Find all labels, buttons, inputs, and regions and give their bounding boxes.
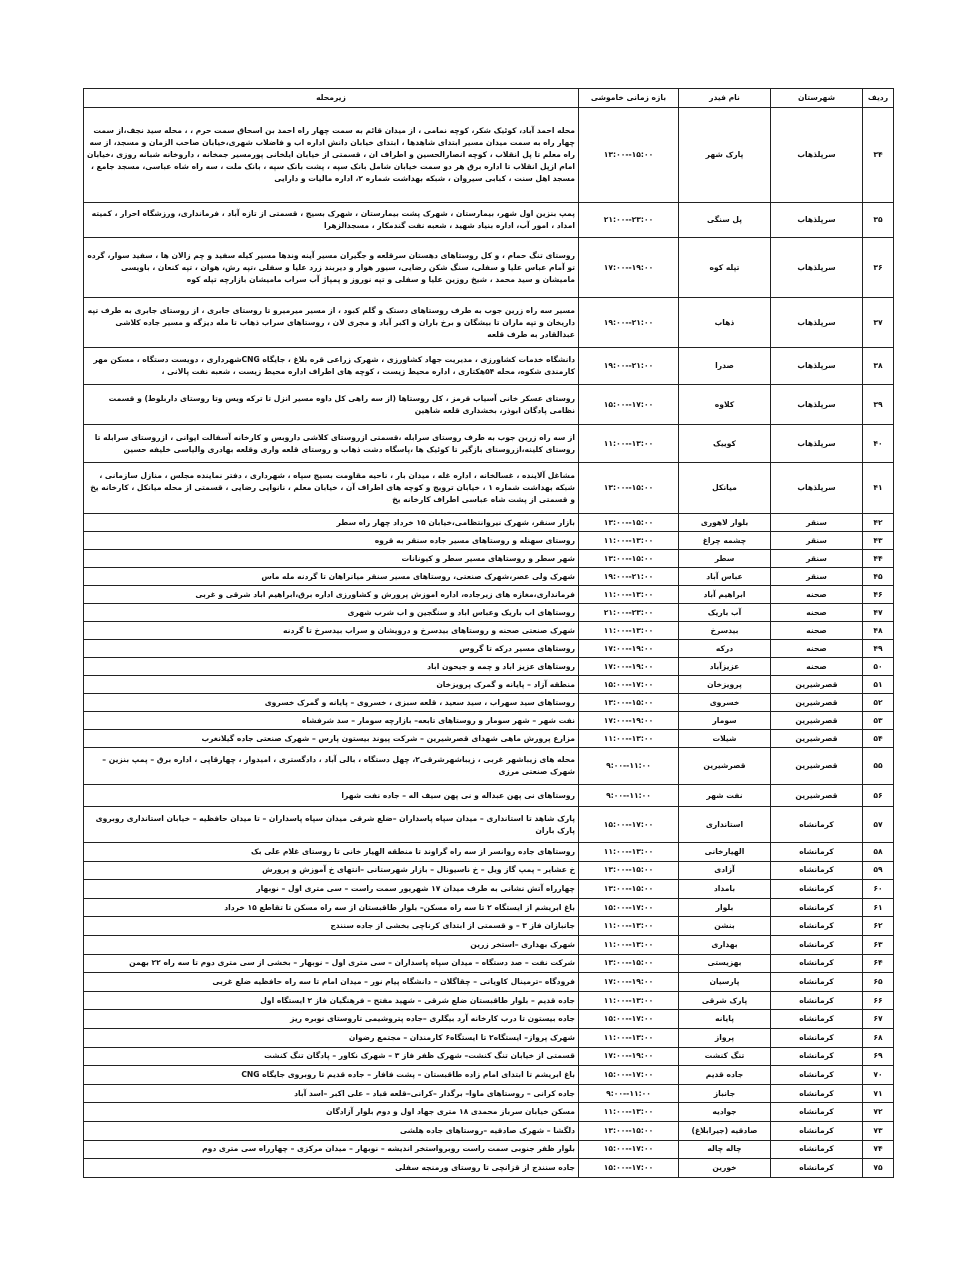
feeder-name: خورین <box>679 1159 771 1178</box>
area-description: مشاغل آلاینده ، غسالخانه ، اداره غله ، میدان بار ، ناحیه مقاومت بسیج سپاه ، شهرداری ، دفتر نماینده مجلس ، منازل سازمانی ، شبکه بهداشت شماره ۱ ، خیابان ترویج و کوچه های اطراف آن ، خیابان معلم ، نانوایی رضایی ، قسمتی از محله میانکل ، کارخانه یخ و قسمتی از پشت شاه عباسی اطراف کارخانه یخ <box>84 463 579 514</box>
feeder-name: جوادیه <box>679 1103 771 1122</box>
city: کرمانشاه <box>771 1103 863 1122</box>
city: سرپلذهاب <box>771 385 863 425</box>
city: کرمانشاه <box>771 917 863 936</box>
row-number: ۶۱ <box>863 898 894 917</box>
feeder-name: تپله کوه <box>679 238 771 298</box>
outage-time: ۱۱:۰۰--۱۳:۰۰ <box>579 586 679 604</box>
city: کرمانشاه <box>771 1047 863 1066</box>
area-description: دلگشا – شهرک صادقیه –روستاهای جاده هلشی <box>84 1121 579 1140</box>
city: سنقر <box>771 532 863 550</box>
area-description: خ عشایر – پمپ گاز ویل – خ ناسیونال – بازار شهرستانی –انتهای خ آموزش و پرورش <box>84 861 579 880</box>
city: صحنه <box>771 640 863 658</box>
area-description: روستای تنگ حمام ، و کل روستاهای دهستان سرقلعه و جگیران مسیر آینه وندها مسیر کیله سفید و چم زالان ها ، سفید سوار، گرده تو آمام عباس علیا و سفلی، سنگ شکن رضایی، سیور هوار و دیربند زرد علیا و سفلی ،تپه رش، هوان ، تپه کنعان ، باویسی مامیشان و سید محمد ، شیخ روزین علیا و سفلی و تپه نوروز و پمپاژ آب سراب مامیشان بازارچه تپله کوه <box>84 238 579 298</box>
row-number: ۵۹ <box>863 861 894 880</box>
outage-time: ۱۵:۰۰--۱۷:۰۰ <box>579 1140 679 1159</box>
row-number: ۵۱ <box>863 676 894 694</box>
area-description: مزارع پرورش ماهی شهدای قصرشیرین – شرکت پیوند بیستون پارس – شهرک صنعتی جاده گیلانغرب <box>84 730 579 748</box>
table-row <box>84 463 894 514</box>
area-description: روستاهای سید سهراب ، سید سعید ، قلعه سبزی ، خسروی – پایانه و گمرک خسروی <box>84 694 579 712</box>
area-description: از سه راه زرین جوب به طرف روستای سرابله ،قسمتی ازروستای کلاشی داروبس و کارخانه آسفالت ایوانی ، ازروستای سرابله تا روستای کلینه،ازروستای بازگیر تا کوئیک ها ،پاسگاه دشت ذهاب و روستای قلعه واری وقلعه بهادری والیاسی خلیفه حسین <box>84 425 579 463</box>
city: کرمانشاه <box>771 807 863 843</box>
feeder-name: بهزیستی <box>679 954 771 973</box>
feeder-name: بلوار <box>679 898 771 917</box>
table-row <box>84 991 894 1010</box>
table-header-row <box>84 89 894 108</box>
area-description: شرکت نفت – صد دستگاه – میدان سپاه پاسداران – سی متری اول – نوبهار – بخشی از سی متری دوم تا سه راه ۲۲ بهمن <box>84 954 579 973</box>
table-row <box>84 843 894 862</box>
feeder-name: شیلات <box>679 730 771 748</box>
row-number: ۶۹ <box>863 1047 894 1066</box>
area-description: بلوار ظفر جنوبی سمت راست روبرواستخر اندیشه – نوبهار – میدان مرکزی – چهارراه سی متری دوم <box>84 1140 579 1159</box>
feeder-name: ابراهیم آباد <box>679 586 771 604</box>
feeder-name: جاده قدیم <box>679 1066 771 1085</box>
feeder-name: آب باریک <box>679 604 771 622</box>
row-number: ۵۴ <box>863 730 894 748</box>
outage-time: ۱۹:۰۰--۲۱:۰۰ <box>579 568 679 586</box>
feeder-name: پایانه <box>679 1010 771 1029</box>
outage-time: ۱۵:۰۰--۱۷:۰۰ <box>579 676 679 694</box>
area-description: دانشگاه خدمات کشاورزی ، مدیریت جهاد کشاورزی ، شهرک زراعی قره بلاغ ، جایگاه CNGشهرداری ، دویست دستگاه ، مسکن مهر کارمندی شکوه، محله ۵۴هکتاری ، اداره محیط زیست ، کوچه های اطراف اداره محیط زیست ، شعبه نفت پالانی ، <box>84 348 579 385</box>
area-description: جاده کرانی – روستاهای ماوا– برگدار –کرانی–قلعه قباد – علی اکبر –اسد آباد <box>84 1084 579 1103</box>
outage-time: ۱۳:۰۰--۱۵:۰۰ <box>579 463 679 514</box>
table-row <box>84 604 894 622</box>
feeder-name: بنشن <box>679 917 771 936</box>
outage-time: ۱۵:۰۰--۱۷:۰۰ <box>579 385 679 425</box>
row-number: ۵۰ <box>863 658 894 676</box>
city: قصرشیرین <box>771 785 863 807</box>
table-row <box>84 203 894 238</box>
outage-time: ۱۱:۰۰--۱۳:۰۰ <box>579 917 679 936</box>
area-description: قسمتی از خیابان تنگ کنشت– شهرک ظفر فاز ۳ – شهرک نکاور – پادگان تنگ کنشت <box>84 1047 579 1066</box>
city: سرپلذهاب <box>771 425 863 463</box>
outage-time: ۱۷:۰۰--۱۹:۰۰ <box>579 973 679 992</box>
area-description: جانبازان فاز ۳ – و قسمتی از ابتدای کرناچی بخشی از جاده سنندج <box>84 917 579 936</box>
city: سنقر <box>771 550 863 568</box>
table-row <box>84 712 894 730</box>
outage-time: ۱۳:۰۰--۱۵:۰۰ <box>579 514 679 532</box>
area-description: فرمانداری،مغازه های زیرجاده، اداره اموزش پرورش و کشاورزی اداره برق،ابراهیم اباد شرقی و غربی <box>84 586 579 604</box>
table-row <box>84 640 894 658</box>
area-description: شهر سطر و روستاهای مسیر سطر و کیونانات <box>84 550 579 568</box>
city: صحنه <box>771 658 863 676</box>
city: کرمانشاه <box>771 880 863 899</box>
outage-time: ۱۵:۰۰--۱۷:۰۰ <box>579 807 679 843</box>
row-number: ۶۲ <box>863 917 894 936</box>
city: قصرشیرین <box>771 748 863 785</box>
area-description: شهرک صنعتی صحنه و روستاهای بیدسرخ و درویشان و سراب بیدسرخ تا گردنه <box>84 622 579 640</box>
city: سرپلذهاب <box>771 463 863 514</box>
table-row <box>84 935 894 954</box>
feeder-name: آزادی <box>679 861 771 880</box>
area-description: جاده قدیم – بلوار طاقبستان ضلع شرقی – شهید مفتح – فرهنگیان فاز ۲ ایستگاه اول <box>84 991 579 1010</box>
feeder-name: کلاوه <box>679 385 771 425</box>
row-number: ۵۷ <box>863 807 894 843</box>
outage-time: ۱۹:۰۰--۲۱:۰۰ <box>579 348 679 385</box>
outage-time: ۱۷:۰۰--۱۹:۰۰ <box>579 712 679 730</box>
feeder-name: جانباز <box>679 1084 771 1103</box>
area-description: پارک شاهد تا استانداری – میدان سپاه پاسداران –ضلع شرقی میدان سپاه پاسداران – تا میدان حافظیه – خیابان استانداری روبروی پارک باران <box>84 807 579 843</box>
city: سرپلذهاب <box>771 238 863 298</box>
table-row <box>84 807 894 843</box>
feeder-name: ذهاب <box>679 298 771 348</box>
table-row <box>84 694 894 712</box>
power-outage-schedule-table <box>83 88 894 1178</box>
header-feeder: نام فیدر <box>679 89 771 108</box>
row-number: ۶۸ <box>863 1028 894 1047</box>
header-area: زیرمحله <box>84 89 579 108</box>
outage-time: ۱۱:۰۰--۱۳:۰۰ <box>579 532 679 550</box>
city: سنقر <box>771 514 863 532</box>
feeder-name: تنگ کنشت <box>679 1047 771 1066</box>
outage-time: ۱۱:۰۰--۱۳:۰۰ <box>579 1028 679 1047</box>
outage-time: ۱۵:۰۰--۱۷:۰۰ <box>579 1010 679 1029</box>
row-number: ۵۶ <box>863 785 894 807</box>
feeder-name: پارسیان <box>679 973 771 992</box>
row-number: ۶۰ <box>863 880 894 899</box>
row-number: ۴۷ <box>863 604 894 622</box>
city: کرمانشاه <box>771 1159 863 1178</box>
table-row <box>84 1010 894 1029</box>
row-number: ۶۶ <box>863 991 894 1010</box>
row-number: ۳۸ <box>863 348 894 385</box>
row-number: ۵۵ <box>863 748 894 785</box>
outage-time: ۱۳:۰۰--۱۵:۰۰ <box>579 861 679 880</box>
header-row-number: ردیف <box>863 89 894 108</box>
feeder-name: استانداری <box>679 807 771 843</box>
row-number: ۴۲ <box>863 514 894 532</box>
city: کرمانشاه <box>771 1066 863 1085</box>
city: کرمانشاه <box>771 1121 863 1140</box>
outage-time: ۱۳:۰۰--۱۵:۰۰ <box>579 954 679 973</box>
row-number: ۳۹ <box>863 385 894 425</box>
city: صحنه <box>771 622 863 640</box>
feeder-name: عباس آباد <box>679 568 771 586</box>
row-number: ۶۵ <box>863 973 894 992</box>
outage-time: ۹:۰۰--۱۱:۰۰ <box>579 748 679 785</box>
city: کرمانشاه <box>771 861 863 880</box>
feeder-name: بلوار لاهوری <box>679 514 771 532</box>
feeder-name: کوییک <box>679 425 771 463</box>
row-number: ۷۵ <box>863 1159 894 1178</box>
outage-time: ۱۷:۰۰--۱۹:۰۰ <box>579 238 679 298</box>
area-description: محله احمد آباد، کوئیک شکر، کوچه نمامی ، از میدان قائم به سمت چهار راه احمد بن اسحاق سمت حرم ، ، محله سید نجف،از سمت چهار راه به سمت میدان مسیر ابتدای شاهدها ، ابتدای خیابان دانش اداره اب و فاضلاب شهری،خیابان صاحب الزمان و مسجد، از سه راه معلم تا پل انقلاب ، کوچه انصارالحسین و اطراف ان ، قسمتی از خیابان ایلخانی پورمسیر جمخانه ، داروخانه شبانه روزی ،خیابان امام ازپل انقلاب تا اداره برق هر دو سمت خیابان شامل بانک سپه ، پشت بانک سپه ، بانک ملت ، سه راه شاه عباسی، مسجد جامع ، مسجد اهل سنت ، کبابی سیروان ، شبکه بهداشت شماره ۲، اداره مالیات و دارایی <box>84 108 579 203</box>
feeder-name: بهداری <box>679 935 771 954</box>
row-number: ۵۸ <box>863 843 894 862</box>
table-row <box>84 1084 894 1103</box>
city: کرمانشاه <box>771 898 863 917</box>
area-description: جاده سنندج از قزانچی تا روستای ورمنجه سفلی <box>84 1159 579 1178</box>
outage-time: ۱۷:۰۰--۱۹:۰۰ <box>579 658 679 676</box>
feeder-name: میانکل <box>679 463 771 514</box>
outage-time: ۹:۰۰--۱۱:۰۰ <box>579 785 679 807</box>
outage-time: ۱۱:۰۰--۱۳:۰۰ <box>579 991 679 1010</box>
table-row <box>84 785 894 807</box>
area-description: بازار سنقر، شهرک نیروانتظامی،خیابان ۱۵ خرداد چهار راه سطر <box>84 514 579 532</box>
city: کرمانشاه <box>771 1010 863 1029</box>
city: قصرشیرین <box>771 712 863 730</box>
feeder-name: عزیزآباد <box>679 658 771 676</box>
area-description: روستاهای عزیز اباد و چمه و جیحون اباد <box>84 658 579 676</box>
city: سرپلذهاب <box>771 348 863 385</box>
city: سرپلذهاب <box>771 108 863 203</box>
outage-time: ۱۵:۰۰--۱۷:۰۰ <box>579 1066 679 1085</box>
row-number: ۴۰ <box>863 425 894 463</box>
row-number: ۴۸ <box>863 622 894 640</box>
area-description: روستای عسکر خانی آسیاب قرمز ، کل روستاها (از سه راهی کل داوه مسیر انزل تا ترکه ویس وتا روستای داربلوط) و قسمت نظامی پادگان ابوذر، بخشداری قلعه شاهین <box>84 385 579 425</box>
outage-time: ۱۱:۰۰--۱۳:۰۰ <box>579 1103 679 1122</box>
city: کرمانشاه <box>771 991 863 1010</box>
table-row <box>84 298 894 348</box>
outage-time: ۱۱:۰۰--۱۳:۰۰ <box>579 425 679 463</box>
table-row <box>84 532 894 550</box>
city: سرپلذهاب <box>771 203 863 238</box>
feeder-name: پرواز <box>679 1028 771 1047</box>
row-number: ۳۵ <box>863 203 894 238</box>
table-row <box>84 1066 894 1085</box>
row-number: ۴۶ <box>863 586 894 604</box>
area-description: فرودگاه –ترمینال کاویانی – چقاگلان – دانشگاه پیام نور – میدان امام تا سه راه حافظیه ضلع غربی <box>84 973 579 992</box>
area-description: شهرک بهداری –استخر زرین <box>84 935 579 954</box>
table-row <box>84 861 894 880</box>
area-description: مسکن خیابان سرباز محمدی ۱۸ متری جهاد اول و دوم بلوار آزادگان <box>84 1103 579 1122</box>
outage-time: ۱۷:۰۰--۱۹:۰۰ <box>579 1047 679 1066</box>
feeder-name: سومار <box>679 712 771 730</box>
table-row <box>84 1047 894 1066</box>
row-number: ۴۹ <box>863 640 894 658</box>
area-description: نفت شهر – شهر سومار و روستاهای تابعه– بازارچه سومار – سد شرفشاه <box>84 712 579 730</box>
table-row <box>84 1121 894 1140</box>
city: کرمانشاه <box>771 1084 863 1103</box>
feeder-name: چشمه چراغ <box>679 532 771 550</box>
city: صحنه <box>771 586 863 604</box>
outage-time: ۱۱:۰۰--۱۳:۰۰ <box>579 730 679 748</box>
area-description: روستاهای نی پهن عبداله و نی پهن سیف اله – جاده نفت شهرا <box>84 785 579 807</box>
table-row <box>84 880 894 899</box>
table-row <box>84 348 894 385</box>
table-row <box>84 108 894 203</box>
row-number: ۴۱ <box>863 463 894 514</box>
area-description: منطقه آزاد – پایانه و گمرک پرویزخان <box>84 676 579 694</box>
row-number: ۴۴ <box>863 550 894 568</box>
feeder-name: صدرا <box>679 348 771 385</box>
feeder-name: پرویزخان <box>679 676 771 694</box>
row-number: ۶۷ <box>863 1010 894 1029</box>
city: کرمانشاه <box>771 935 863 954</box>
area-description: مسیر سه راه زرین جوب به طرف روستاهای دستک و گلم کبود ، از مسیر میرمیرو تا روستای جابری ، از روستای جابری به طرف تپه داریخان و تپه ماران تا بیشگان و برخ باران و اکبر آباد و مجری لان ، روستاهای سراب ذهاب تا مله دیزگه و مسیر جاده کلاشی عبدالقادر به طرف قلعه <box>84 298 579 348</box>
table-row <box>84 748 894 785</box>
row-number: ۴۳ <box>863 532 894 550</box>
city: قصرشیرین <box>771 676 863 694</box>
table-row <box>84 385 894 425</box>
table-row <box>84 676 894 694</box>
feeder-name: درکه <box>679 640 771 658</box>
table-row <box>84 1159 894 1178</box>
area-description: روستای سهنله و روستاهای مسیر جاده سنقر به قروه <box>84 532 579 550</box>
row-number: ۴۵ <box>863 568 894 586</box>
table-row <box>84 586 894 604</box>
row-number: ۵۳ <box>863 712 894 730</box>
outage-time: ۱۳:۰۰--۱۵:۰۰ <box>579 694 679 712</box>
outage-time: ۱۳:۰۰--۱۵:۰۰ <box>579 1121 679 1140</box>
city: سنقر <box>771 568 863 586</box>
row-number: ۷۴ <box>863 1140 894 1159</box>
outage-time: ۱۵:۰۰--۱۷:۰۰ <box>579 898 679 917</box>
feeder-name: سطر <box>679 550 771 568</box>
outage-time: ۱۹:۰۰--۲۱:۰۰ <box>579 298 679 348</box>
outage-time: ۱۱:۰۰--۱۳:۰۰ <box>579 843 679 862</box>
feeder-name: پارک شرقی <box>679 991 771 1010</box>
area-description: پمپ بنزین اول شهر، بیمارستان ، شهرک پشت بیمارستان ، شهرک بسیج ، قسمتی از تازه آباد ، فرمانداری، ورزشگاه احرار ، کمیته امداد ، امور آب، اداره بنیاد شهید ، شعبه نفت گندمکار ، مسجدالزهرا <box>84 203 579 238</box>
feeder-name: الهیارخانی <box>679 843 771 862</box>
city: کرمانشاه <box>771 954 863 973</box>
area-description: چهارراه آتش نشانی به طرف میدان ۱۷ شهریور سمت راست – سی متری اول – نوبهار <box>84 880 579 899</box>
header-outage-time: بازه زمانی خاموشی <box>579 89 679 108</box>
feeder-name: بامداد <box>679 880 771 899</box>
table-row <box>84 568 894 586</box>
row-number: ۳۶ <box>863 238 894 298</box>
outage-time: ۱۱:۰۰--۱۳:۰۰ <box>579 622 679 640</box>
area-description: جاده بیستون تا درب کارخانه آرد بیگلری –جاده پتروشیمی تاروستای نوبره ریز <box>84 1010 579 1029</box>
outage-time: ۱۵:۰۰--۱۷:۰۰ <box>579 1159 679 1178</box>
area-description: شهرک پرواز– ایستگاه۲ تا ایستگاه۶ کارمندان – مجتمع رضوان <box>84 1028 579 1047</box>
table-row <box>84 730 894 748</box>
area-description: باغ ابریشم تا ابتدای امام زاده طاقبستان – پشت فافار – جاده قدیم تا روبروی جایگاه CNG <box>84 1066 579 1085</box>
city: صحنه <box>771 604 863 622</box>
row-number: ۳۷ <box>863 298 894 348</box>
row-number: ۶۳ <box>863 935 894 954</box>
row-number: ۵۲ <box>863 694 894 712</box>
row-number: ۶۴ <box>863 954 894 973</box>
table-row <box>84 954 894 973</box>
feeder-name: بیدسرخ <box>679 622 771 640</box>
table-row <box>84 917 894 936</box>
row-number: ۷۱ <box>863 1084 894 1103</box>
feeder-name: پارک شهر <box>679 108 771 203</box>
city: کرمانشاه <box>771 843 863 862</box>
feeder-name: پل سنگی <box>679 203 771 238</box>
outage-time: ۲۱:۰۰--۲۳:۰۰ <box>579 604 679 622</box>
table-row <box>84 514 894 532</box>
table-row <box>84 425 894 463</box>
city: کرمانشاه <box>771 973 863 992</box>
outage-time: ۱۷:۰۰--۱۹:۰۰ <box>579 640 679 658</box>
area-description: روستاهای مسیر درکه تا گروس <box>84 640 579 658</box>
feeder-name: چاله چاله <box>679 1140 771 1159</box>
outage-time: ۹:۰۰--۱۱:۰۰ <box>579 1084 679 1103</box>
outage-time: ۲۱:۰۰--۲۳:۰۰ <box>579 203 679 238</box>
table-row <box>84 622 894 640</box>
area-description: روستاهای جاده روانسر از سه راه گراوند تا منطقه الهیار خانی تا روستای غلام علی بک <box>84 843 579 862</box>
area-description: محله های زیباشهر غربی ، زیباشهرشرقی۲، چهل دستگاه ، بالی آباد ، دادگستری ، امیدوار ، چهارقاپی ، اداره برق – پمپ بنزین – شهرک صنعتی مرزی <box>84 748 579 785</box>
table-row <box>84 1140 894 1159</box>
table-row <box>84 973 894 992</box>
area-description: روستاهای اب باریک وعباس اباد و سنگجین و اب شرب شهری <box>84 604 579 622</box>
table-row <box>84 1028 894 1047</box>
outage-time: ۱۳:۰۰--۱۵:۰۰ <box>579 880 679 899</box>
header-city: شهرستان <box>771 89 863 108</box>
city: کرمانشاه <box>771 1028 863 1047</box>
feeder-name: قصرشیرین <box>679 748 771 785</box>
feeder-name: نفت شهر <box>679 785 771 807</box>
outage-time: ۱۳:۰۰--۱۵:۰۰ <box>579 550 679 568</box>
table-row <box>84 898 894 917</box>
row-number: ۷۳ <box>863 1121 894 1140</box>
row-number: ۳۴ <box>863 108 894 203</box>
area-description: شهرک ولی عصر،شهرک صنعتی، روستاهای مسیر سنقر میانراهان تا گردنه مله ماس <box>84 568 579 586</box>
table-row <box>84 238 894 298</box>
row-number: ۷۰ <box>863 1066 894 1085</box>
table-row <box>84 658 894 676</box>
table-row <box>84 1103 894 1122</box>
row-number: ۷۲ <box>863 1103 894 1122</box>
outage-time: ۱۱:۰۰--۱۳:۰۰ <box>579 935 679 954</box>
city: کرمانشاه <box>771 1140 863 1159</box>
city: قصرشیرین <box>771 694 863 712</box>
outage-time: ۱۳:۰۰--۱۵:۰۰ <box>579 108 679 203</box>
table-row <box>84 550 894 568</box>
feeder-name: خسروی <box>679 694 771 712</box>
feeder-name: صادقیه (جیرابلاغ) <box>679 1121 771 1140</box>
area-description: باغ ابریشم از ایستگاه ۲ تا سه راه مسکن– بلوار طاقبستان از سه راه مسکن تا تقاطع ۱۵ خرداد <box>84 898 579 917</box>
city: سرپلذهاب <box>771 298 863 348</box>
city: قصرشیرین <box>771 730 863 748</box>
